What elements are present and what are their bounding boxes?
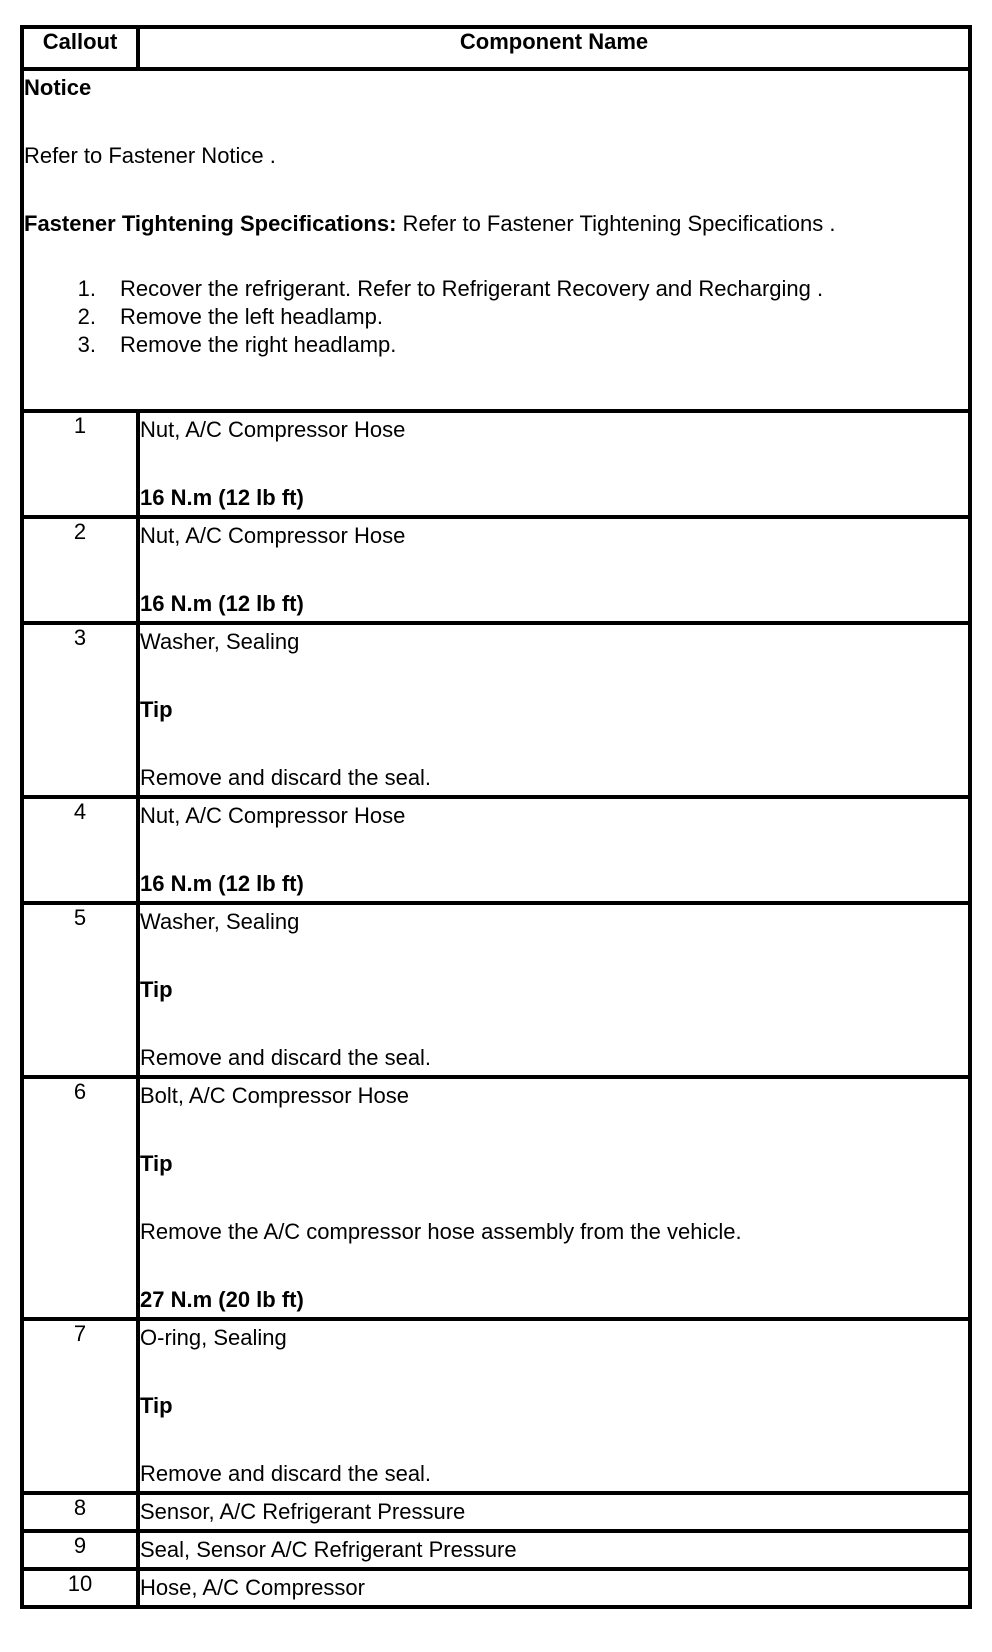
tip-label: Tip (140, 1151, 173, 1176)
callout-number: 1 (22, 411, 138, 517)
spec-text: Refer to Fastener Tightening Specifications . (396, 211, 836, 236)
component-table (20, 25, 972, 1609)
callout-number: 6 (22, 1077, 138, 1319)
step-item (24, 331, 968, 359)
step-text: Remove the left headlamp. (120, 304, 383, 329)
steps-list (24, 275, 968, 359)
notice-cell (22, 69, 970, 411)
table-row (22, 1077, 970, 1319)
tip-text: Remove and discard the seal. (140, 765, 432, 790)
component-cell (138, 411, 970, 517)
component-cell (138, 623, 970, 797)
callout-number: 9 (22, 1531, 138, 1569)
step-number: 3. (77, 332, 96, 357)
component-name: Bolt, A/C Compressor Hose (140, 1083, 409, 1108)
component-cell (138, 797, 970, 903)
notice-row (22, 69, 970, 411)
component-name: Nut, A/C Compressor Hose (140, 803, 406, 828)
tip-text: Remove and discard the seal. (140, 1461, 432, 1486)
header-callout: Callout (22, 27, 138, 69)
table-row (22, 903, 970, 1077)
table-row (22, 623, 970, 797)
callout-number: 4 (22, 797, 138, 903)
tip-text: Remove and discard the seal. (140, 1045, 432, 1070)
component-name: Seal, Sensor A/C Refrigerant Pressure (138, 1531, 970, 1569)
callout-number: 7 (22, 1319, 138, 1493)
table-row (22, 411, 970, 517)
tip-label: Tip (140, 697, 173, 722)
component-name: Nut, A/C Compressor Hose (140, 417, 406, 442)
step-item (24, 303, 968, 331)
component-name: Washer, Sealing (140, 909, 300, 934)
component-name: Washer, Sealing (140, 629, 300, 654)
torque-spec: 16 N.m (12 lb ft) (140, 871, 304, 896)
table-row (22, 517, 970, 623)
component-cell (138, 1319, 970, 1493)
spec-label: Fastener Tightening Specifications: (24, 211, 397, 236)
callout-number: 8 (22, 1493, 138, 1531)
header-component-name: Component Name (138, 27, 970, 69)
header-row (22, 27, 970, 69)
torque-spec: 27 N.m (20 lb ft) (140, 1287, 304, 1312)
torque-spec: 16 N.m (12 lb ft) (140, 591, 304, 616)
callout-number: 5 (22, 903, 138, 1077)
table-row (22, 1319, 970, 1493)
tip-label: Tip (140, 977, 173, 1002)
torque-spec: 16 N.m (12 lb ft) (140, 485, 304, 510)
component-cell (138, 903, 970, 1077)
callout-number: 10 (22, 1569, 138, 1607)
table-row (22, 797, 970, 903)
step-item (24, 275, 968, 303)
callout-number: 3 (22, 623, 138, 797)
table-row (22, 1569, 970, 1607)
notice-title: Notice (24, 75, 92, 100)
component-name: O-ring, Sealing (140, 1325, 287, 1350)
component-cell (138, 517, 970, 623)
component-name: Hose, A/C Compressor (138, 1569, 970, 1607)
table-row (22, 1531, 970, 1569)
step-number: 2. (77, 304, 96, 329)
component-name: Nut, A/C Compressor Hose (140, 523, 406, 548)
callout-number: 2 (22, 517, 138, 623)
step-number: 1. (77, 276, 96, 301)
table-row (22, 1493, 970, 1531)
tip-text: Remove the A/C compressor hose assembly from the vehicle. (140, 1219, 742, 1244)
tip-label: Tip (140, 1393, 173, 1418)
notice-spec (24, 207, 968, 241)
step-text: Remove the right headlamp. (120, 332, 397, 357)
notice-refer: Refer to Fastener Notice . (24, 143, 276, 168)
component-name: Sensor, A/C Refrigerant Pressure (138, 1493, 970, 1531)
step-text: Recover the refrigerant. Refer to Refrigerant Recovery and Recharging . (120, 276, 824, 301)
component-cell (138, 1077, 970, 1319)
